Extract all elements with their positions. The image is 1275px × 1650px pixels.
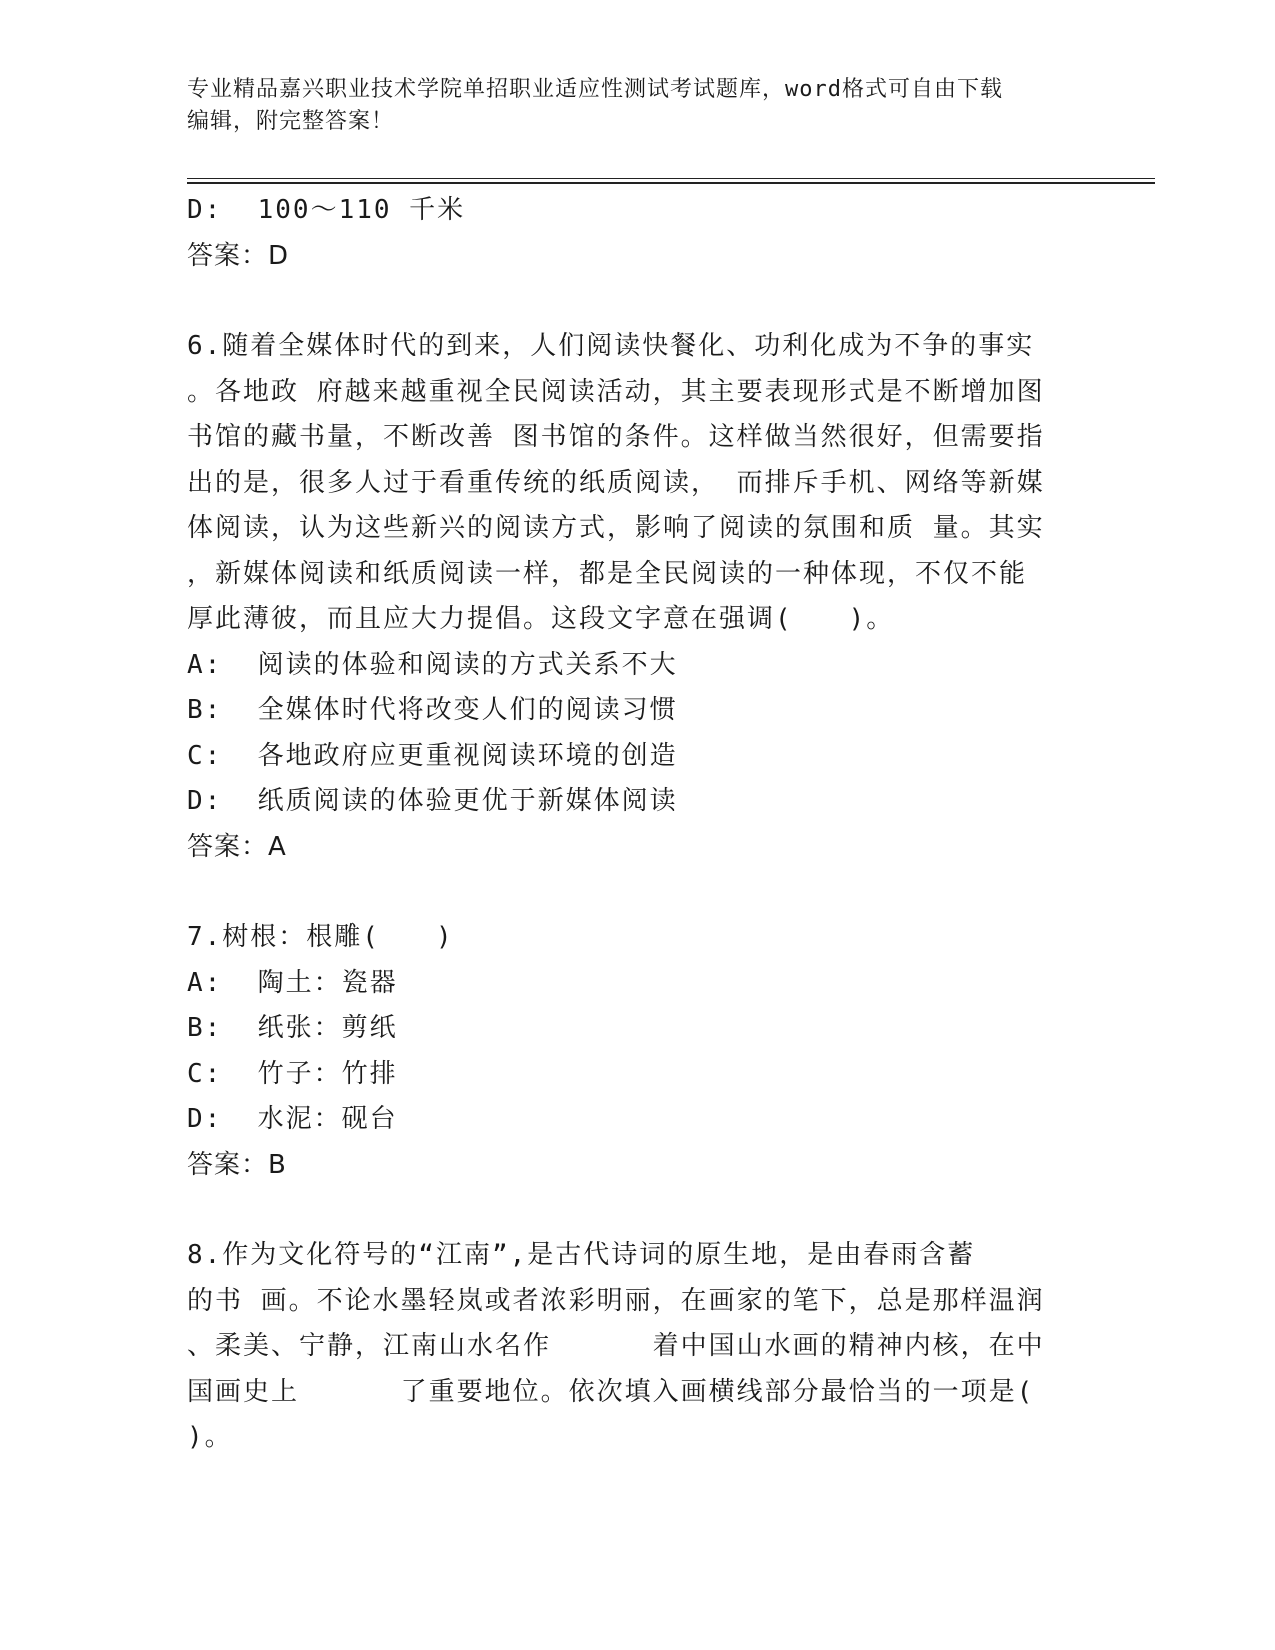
q8-stem-line: )。	[187, 1422, 233, 1452]
q6-option-b: B: 全媒体时代将改变人们的阅读习惯	[187, 695, 678, 725]
q6-option-d: D: 纸质阅读的体验更优于新媒体阅读	[187, 786, 678, 816]
spacer	[187, 279, 1087, 324]
q7-answer: 答案：B	[187, 1149, 287, 1180]
header-rule-thin	[187, 178, 1155, 179]
document-header	[187, 74, 1087, 138]
q5-option-d: D: 100～110 千米	[187, 195, 466, 225]
question-8	[187, 1233, 1087, 1461]
q7-option-c: C: 竹子：竹排	[187, 1058, 398, 1089]
spacer	[187, 870, 1087, 915]
q6-stem-line: 体阅读，认为这些新兴的阅读方式，影响了阅读的氛围和质 量。其实	[187, 513, 1045, 543]
q6-stem-line: 。各地政 府越来越重视全民阅读活动，其主要表现形式是不断增加图	[187, 376, 1045, 407]
q6-stem-line: 出的是，很多人过于看重传统的纸质阅读， 而排斥手机、网络等新媒	[187, 467, 1045, 498]
q7-stem: 7.树根：根雕( )	[187, 922, 454, 952]
q5-answer: 答案：D	[187, 240, 290, 271]
header-line-1: 专业精品嘉兴职业技术学院单招职业适应性测试考试题库，word格式可自由下载	[187, 77, 1003, 102]
q6-stem-line: 厚此薄彼，而且应大力提倡。这段文字意在强调( )。	[187, 604, 895, 634]
question-7	[187, 915, 1087, 1188]
q8-stem-line: 、柔美、宁静，江南山水名作 着中国山水画的精神内核，在中	[187, 1331, 1045, 1361]
q6-option-c: C: 各地政府应更重视阅读环境的创造	[187, 740, 678, 771]
q7-option-a: A: 陶土：瓷器	[187, 967, 398, 998]
q6-stem-line: 6.随着全媒体时代的到来，人们阅读快餐化、功利化成为不争的事实	[187, 331, 1035, 361]
q6-stem-line: ，新媒体阅读和纸质阅读一样，都是全民阅读的一种体现，不仅不能	[187, 558, 1028, 589]
q6-answer: 答案：A	[187, 831, 287, 862]
document-body	[187, 188, 1087, 1461]
q7-option-b: B: 纸张：剪纸	[187, 1013, 398, 1043]
q8-stem-line: 8.作为文化符号的“江南”,是古代诗词的原生地，是由春雨含蓄	[187, 1240, 976, 1270]
header-line-2: 编辑，附完整答案！	[187, 109, 395, 134]
q6-stem-line: 书馆的藏书量，不断改善 图书馆的条件。这样做当然很好，但需要指	[187, 422, 1045, 452]
q8-stem-line: 的书 画。不论水墨轻岚或者浓彩明丽，在画家的笔下，总是那样温润	[187, 1285, 1045, 1316]
question-6	[187, 324, 1087, 870]
q8-stem-line: 国画史上 了重要地位。依次填入画横线部分最恰当的一项是(	[187, 1376, 1035, 1407]
spacer	[187, 1188, 1087, 1233]
q6-option-a: A: 阅读的体验和阅读的方式关系不大	[187, 649, 678, 680]
header-rule-thick	[187, 182, 1155, 184]
q7-option-d: D: 水泥：砚台	[187, 1104, 398, 1134]
